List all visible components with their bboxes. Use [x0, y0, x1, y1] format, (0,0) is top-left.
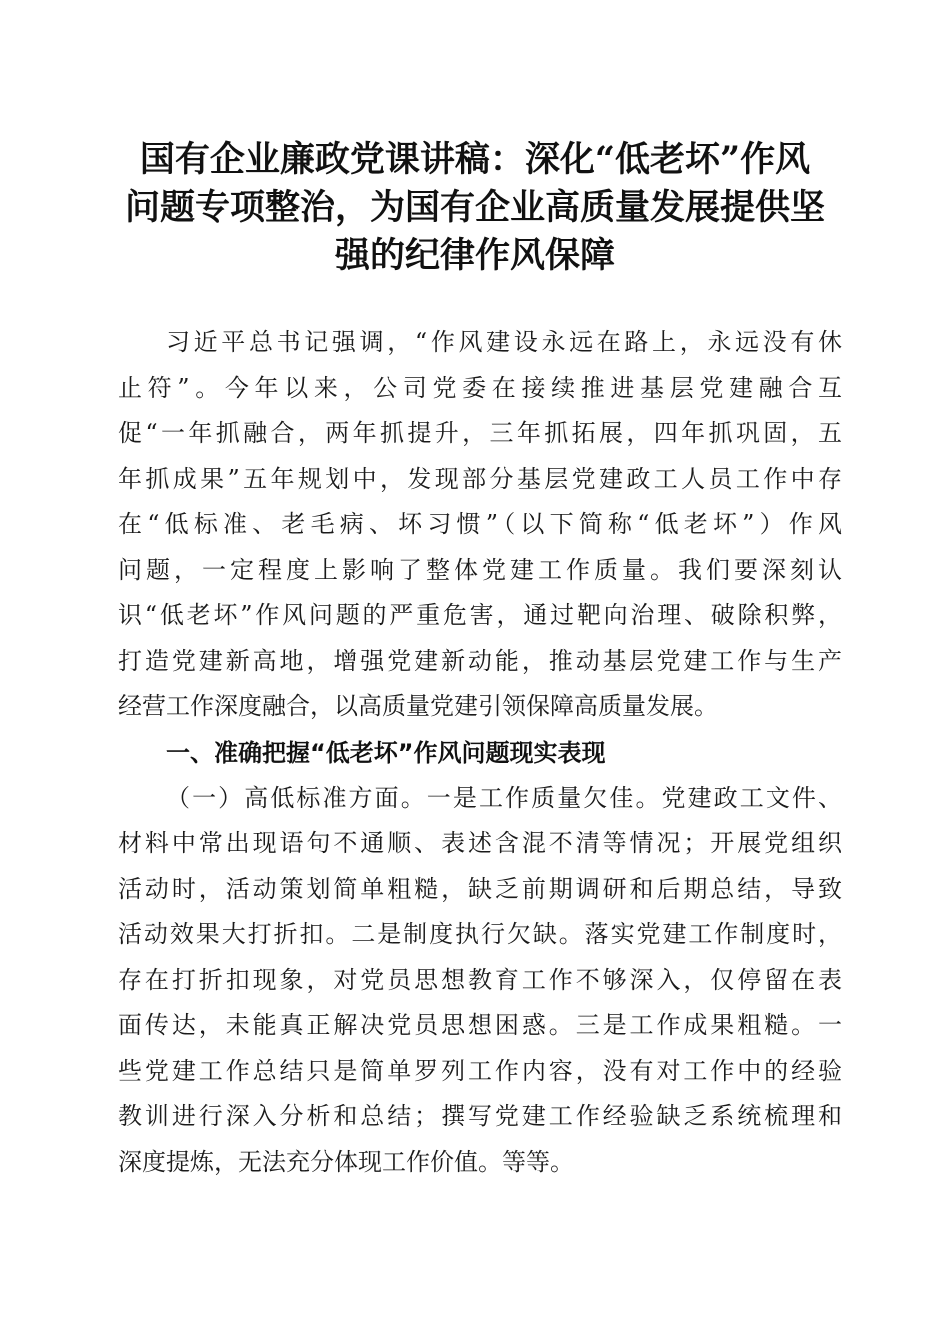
text-line: 习近平总书记强调，“作风建设永远在路上，永远没有休: [166, 328, 842, 356]
section-heading: 一、准确把握“低老坏”作风问题现实表现: [166, 738, 606, 767]
text-line: 材料中常出现语句不通顺、表述含混不清等情况；开展党组织: [118, 829, 842, 857]
document-title: [100, 136, 850, 280]
title-line: 国有企业廉政党课讲稿：深化“低老坏”作风: [139, 139, 811, 180]
intro-paragraph: [118, 320, 842, 730]
text-line: 问题，一定程度上影响了整体党建工作质量。我们要深刻认: [118, 555, 842, 584]
text-line: （一）高低标准方面。一是工作质量欠佳。党建政工文件、: [166, 783, 842, 812]
text-line: 面传达，未能真正解决党员思想困惑。三是工作成果粗糙。一: [118, 1011, 842, 1039]
text-line: 打造党建新高地，增强党建新动能，推动基层党建工作与生产: [118, 646, 842, 675]
text-line: 深度提炼，无法充分体现工作价值。等等。: [118, 1147, 574, 1176]
title-line: 问题专项整治，为国有企业高质量发展提供坚: [124, 187, 825, 228]
text-line: 止符”。今年以来，公司党委在接续推进基层党建融合互: [118, 373, 842, 402]
text-line: 识“低老坏”作风问题的严重危害，通过靶向治理、破除积弊，: [118, 601, 842, 629]
text-line: 在“低标准、老毛病、坏习惯”（以下简称“低老坏”）作风: [118, 510, 842, 538]
text-line: 活动时，活动策划简单粗糙，缺乏前期调研和后期总结，导致: [118, 874, 842, 903]
text-line: 教训进行深入分析和总结；撰写党建工作经验缺乏系统梳理和: [118, 1102, 842, 1130]
text-line: 经营工作深度融合，以高质量党建引领保障高质量发展。: [118, 692, 718, 720]
document-body: [118, 320, 842, 1185]
text-line: 些党建工作总结只是简单罗列工作内容，没有对工作中的经验: [118, 1056, 842, 1085]
text-line: 促“一年抓融合，两年抓提升，三年抓拓展，四年抓巩固，五: [118, 419, 842, 447]
text-line: 年抓成果”五年规划中，发现部分基层党建政工人员工作中存: [118, 464, 842, 493]
text-line: 存在打折扣现象，对党员思想教育工作不够深入，仅停留在表: [118, 965, 842, 994]
text-line: 活动效果大打折扣。二是制度执行欠缺。落实党建工作制度时，: [118, 920, 842, 948]
title-line: 强的纪律作风保障: [334, 235, 615, 276]
subsection-paragraph: [118, 776, 842, 1186]
